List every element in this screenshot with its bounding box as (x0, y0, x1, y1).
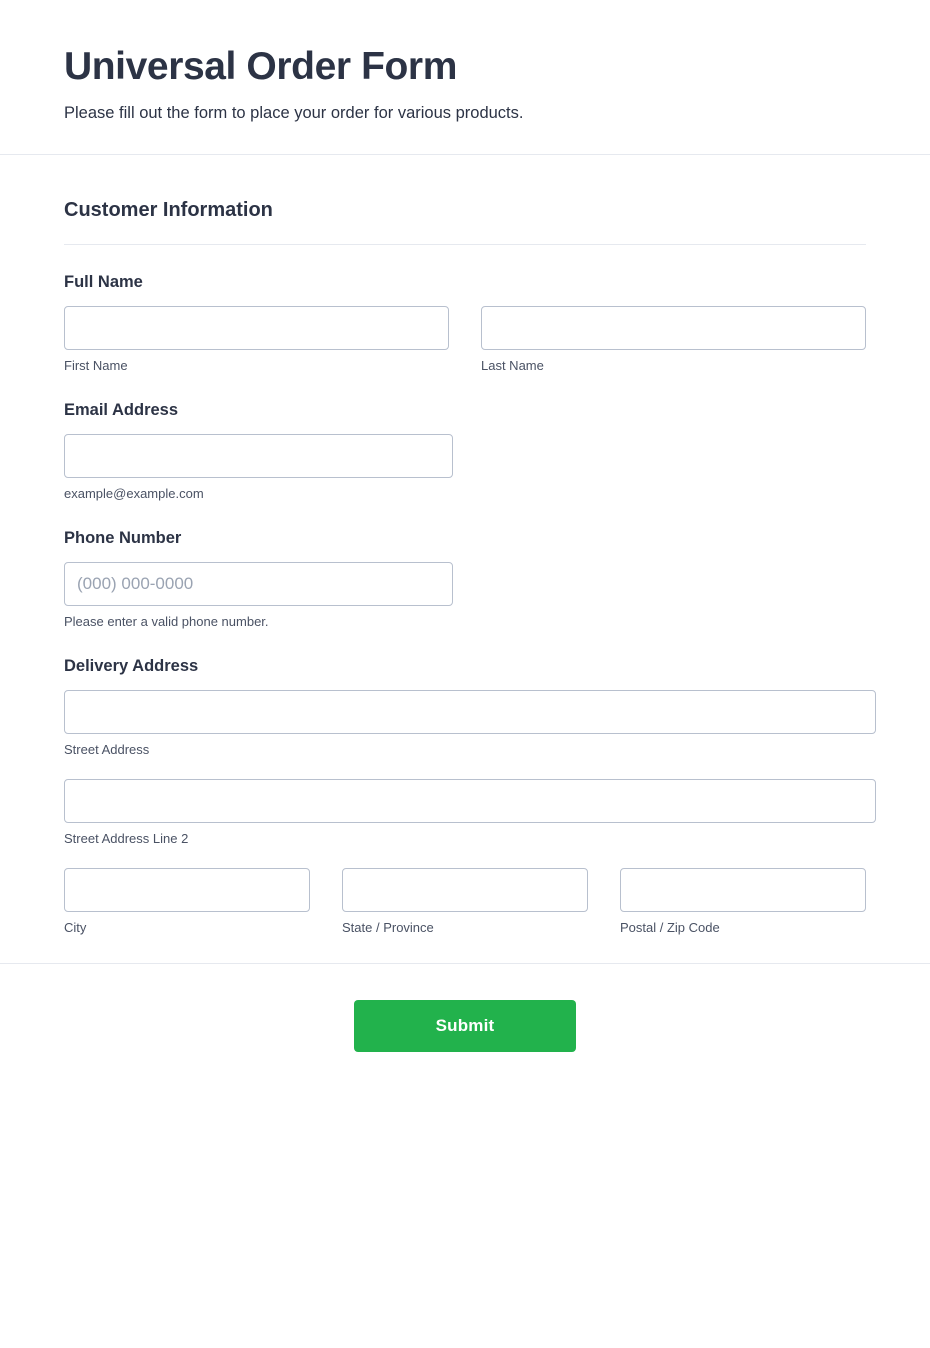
field-delivery-address (64, 657, 866, 935)
full-name-row (64, 306, 866, 373)
city-sublabel: City (64, 920, 87, 936)
postal-zip-input[interactable] (620, 868, 866, 912)
phone-sublabel: Please enter a valid phone number. (64, 614, 269, 630)
last-name-input[interactable] (481, 306, 866, 350)
postal-zip-sublabel: Postal / Zip Code (620, 920, 720, 936)
section-divider (64, 244, 866, 245)
first-name-input[interactable] (64, 306, 449, 350)
city-state-postal-row (64, 868, 866, 935)
state-province-input[interactable] (342, 868, 588, 912)
field-phone-number (64, 529, 866, 629)
field-full-name (64, 273, 866, 373)
form-footer (0, 963, 930, 1096)
street-address-sublabel: Street Address (64, 742, 150, 758)
email-field[interactable] (64, 434, 453, 478)
street-address-line2-sublabel: Street Address Line 2 (64, 831, 189, 847)
street-address-line2-input[interactable] (64, 779, 876, 823)
field-label-email-address: Email Address (64, 401, 179, 420)
street-address-line2-group (64, 779, 876, 846)
state-province-sublabel: State / Province (342, 920, 434, 936)
email-sublabel: example@example.com (64, 486, 204, 502)
form-body (0, 155, 930, 935)
city-input[interactable] (64, 868, 310, 912)
first-name-group (64, 306, 449, 373)
last-name-sublabel: Last Name (481, 358, 544, 374)
state-group (342, 868, 588, 935)
street-address-group (64, 690, 876, 757)
city-group (64, 868, 310, 935)
street-address-input[interactable] (64, 690, 876, 734)
last-name-group (481, 306, 866, 373)
section-title-customer-information: Customer Information (64, 199, 273, 222)
submit-button[interactable]: Submit (354, 1000, 576, 1052)
phone-group (64, 562, 453, 629)
field-label-full-name: Full Name (64, 273, 143, 292)
page-subtitle: Please fill out the form to place your order for various products. (64, 103, 524, 122)
postal-group (620, 868, 866, 935)
field-label-delivery-address: Delivery Address (64, 657, 199, 676)
phone-input[interactable] (64, 562, 453, 606)
field-email-address (64, 401, 866, 501)
form-header (0, 0, 930, 155)
page-title: Universal Order Form (64, 45, 457, 88)
field-label-phone-number: Phone Number (64, 529, 182, 548)
first-name-sublabel: First Name (64, 358, 128, 374)
email-group (64, 434, 453, 501)
